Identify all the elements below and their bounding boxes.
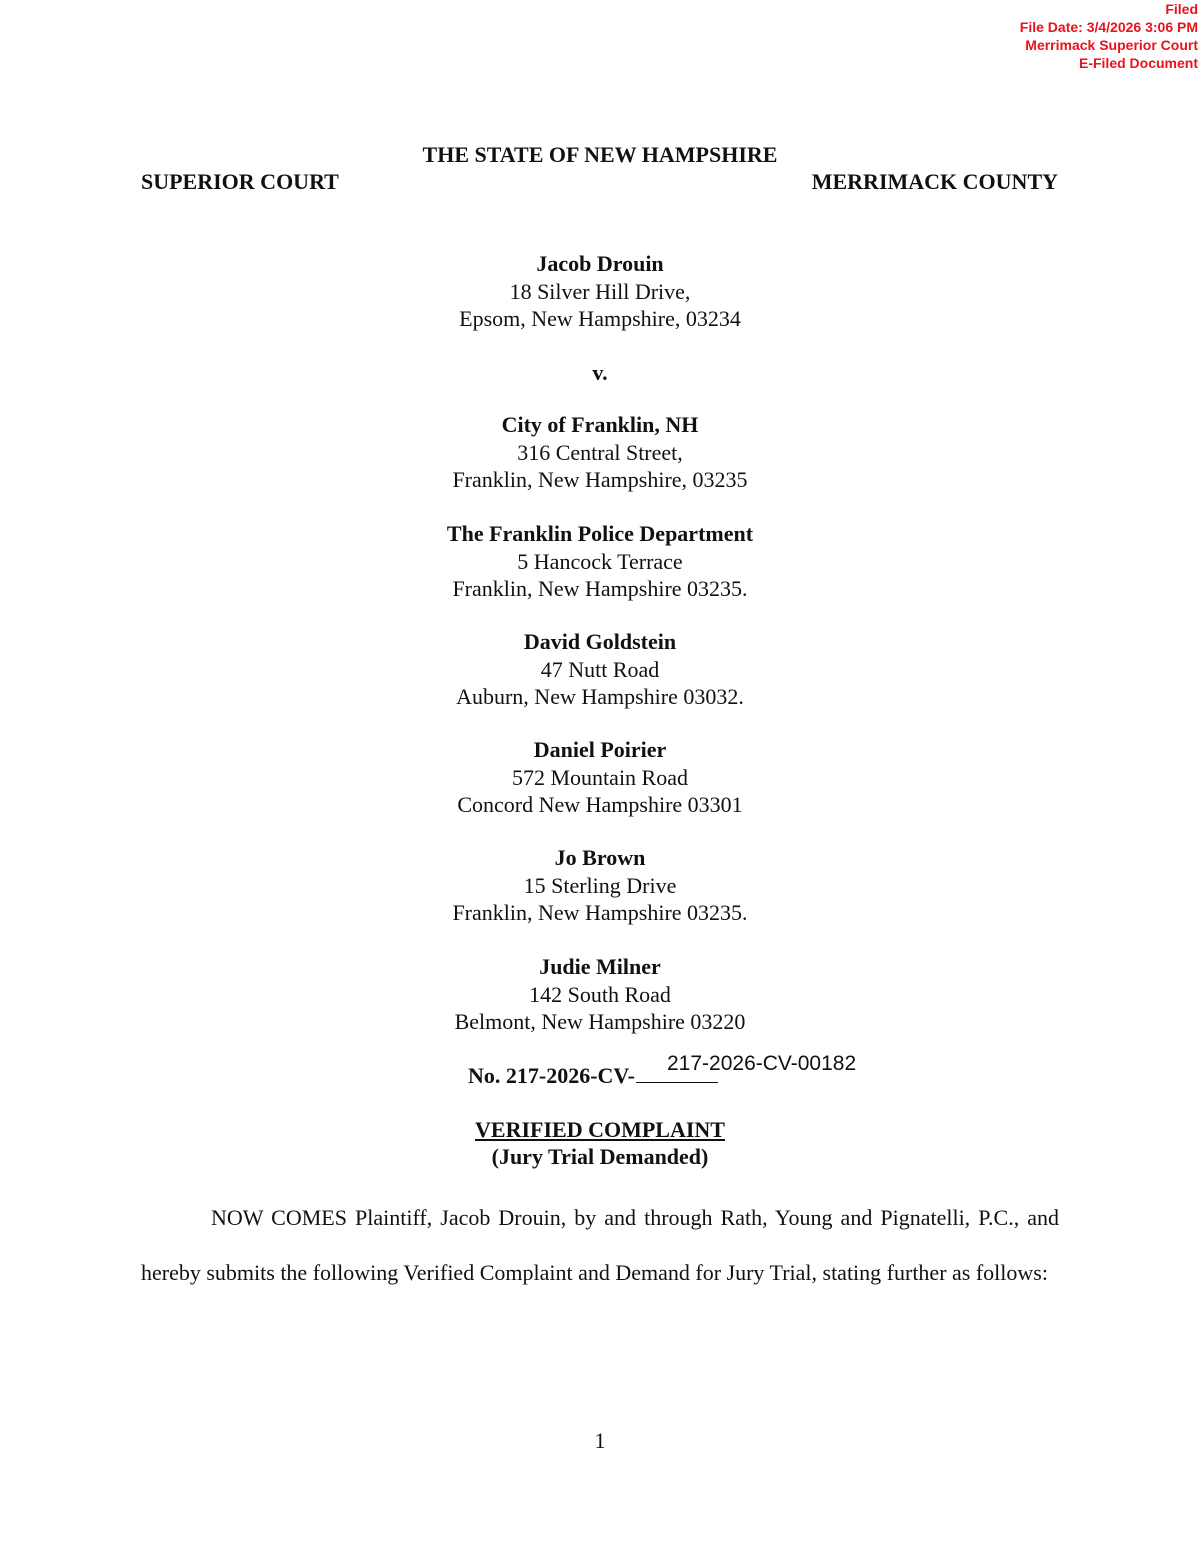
case-number-stamp: 217-2026-CV-00182	[667, 1052, 857, 1075]
defendant-address-line2: Concord New Hampshire 03301	[457, 792, 743, 817]
intro-paragraph: NOW COMES Plaintiff, Jacob Drouin, by and through Rath, Young and Pignatelli, P.C., and hereby submits the following Verified Complaint and Demand for Jury Trial, stating further as follows:	[141, 1205, 1059, 1285]
plaintiff-address-line2: Epsom, New Hampshire, 03234	[459, 306, 741, 331]
defendant-address-line1: 5 Hancock Terrace	[517, 548, 683, 574]
defendant-address-line1: 15 Sterling Drive	[523, 872, 677, 898]
defendant-name: City of Franklin, NH	[501, 412, 699, 437]
defendant-block	[0, 411, 1200, 494]
stamp-filed: Filed	[1165, 1, 1198, 17]
efiling-stamp	[1020, 0, 1198, 72]
defendant-name: Daniel Poirier	[533, 737, 667, 762]
plaintiff-address-line1: 18 Silver Hill Drive,	[509, 278, 691, 304]
court-name: SUPERIOR COURT	[141, 169, 339, 194]
defendant-block	[0, 844, 1200, 927]
defendant-address-line2: Franklin, New Hampshire 03235.	[452, 900, 748, 925]
defendant-address-line2: Franklin, New Hampshire 03235.	[452, 576, 748, 601]
defendant-address-line1: 47 Nutt Road	[540, 656, 660, 682]
document-title-block	[0, 1116, 1200, 1170]
stamp-court: Merrimack Superior Court	[1025, 37, 1198, 53]
defendant-name: David Goldstein	[523, 629, 677, 654]
defendant-address-line2: Belmont, New Hampshire 03220	[454, 1009, 746, 1034]
defendant-name: Jo Brown	[554, 845, 646, 870]
page-number: 1	[594, 1428, 606, 1453]
stamp-efiled: E-Filed Document	[1078, 55, 1198, 71]
case-number-label: No. 217-2026-CV-	[468, 1063, 636, 1088]
body-text	[141, 1190, 1059, 1300]
defendant-block	[0, 953, 1200, 1036]
defendant-name: The Franklin Police Department	[446, 521, 754, 546]
defendant-address-line1: 572 Mountain Road	[512, 764, 688, 790]
defendant-block	[0, 520, 1200, 603]
county-name: MERRIMACK COUNTY	[811, 169, 1058, 194]
defendant-address-line1: 142 South Road	[529, 981, 671, 1007]
plaintiff-name: Jacob Drouin	[536, 251, 664, 276]
plaintiff-block	[0, 250, 1200, 333]
document-subtitle: (Jury Trial Demanded)	[491, 1144, 709, 1169]
defendant-address-line2: Auburn, New Hampshire 03032.	[456, 684, 744, 709]
stamp-file-date: File Date: 3/4/2026 3:06 PM	[1019, 19, 1198, 35]
versus-label: v.	[592, 360, 608, 385]
state-heading: THE STATE OF NEW HAMPSHIRE	[422, 142, 778, 167]
defendant-block	[0, 736, 1200, 819]
defendant-block	[0, 628, 1200, 711]
defendant-name: Judie Milner	[539, 954, 661, 979]
document-title: VERIFIED COMPLAINT	[475, 1117, 725, 1142]
defendant-address-line1: 316 Central Street,	[517, 439, 683, 465]
defendant-address-line2: Franklin, New Hampshire, 03235	[452, 467, 748, 492]
